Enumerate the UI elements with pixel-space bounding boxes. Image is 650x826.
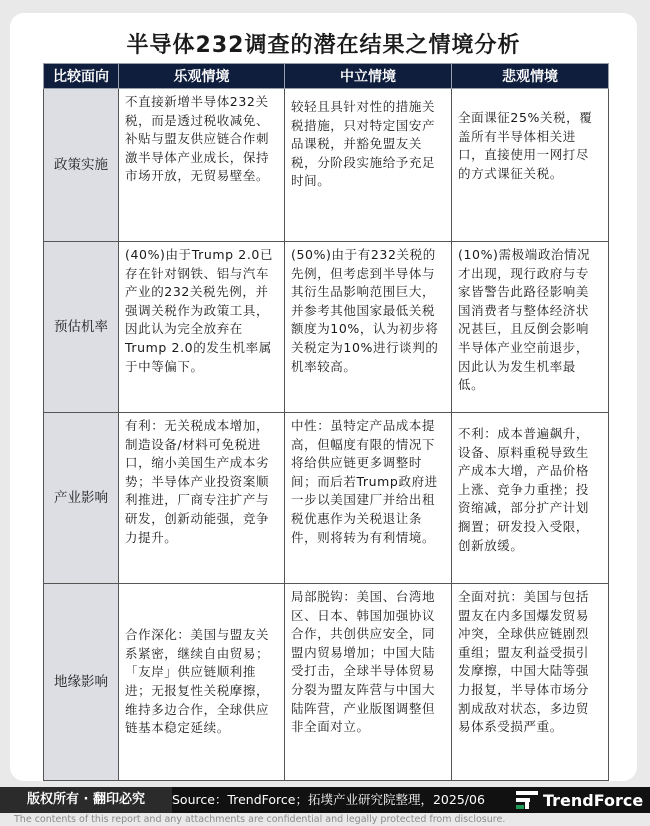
row-label: 预估机率 <box>44 242 119 413</box>
row-label: 地缘影响 <box>44 584 119 781</box>
table-row <box>44 413 609 584</box>
table-header-row <box>44 64 609 89</box>
brand-name: TrendForce <box>543 790 644 810</box>
optimistic-cell: 有利：无关税成本增加，制造设备/材料可免税进口，缩小美国生产成本劣势；半导体产业投资案顺利推进，厂商专注扩产与研发，创新动能强，竞争力提升。 <box>119 413 285 584</box>
optimistic-cell: 不直接新增半导体232关税，而是透过税收减免、补贴与盟友供应链合作刺激半导体产业成长，保持市场开放，无贸易壁垒。 <box>119 89 285 242</box>
header-pessimistic: 悲观情境 <box>452 64 609 89</box>
pessimistic-cell: 全面对抗：美国与包括盟友在内多国爆发贸易冲突，全球供应链剧烈重组；盟友利益受损引发摩擦，中国大陆等强力报复，半导体市场分割成敌对状态，多边贸易体系受损严重。 <box>452 584 609 781</box>
optimistic-cell: (40%)由于Trump 2.0已存在针对钢铁、铝与汽车产业的232关税先例，并强调关税作为政策工具，因此认为完全放弃在Trump 2.0的发生机率属于中等偏下。 <box>119 242 285 413</box>
header-optimistic: 乐观情境 <box>119 64 285 89</box>
trendforce-logo-icon <box>516 791 538 809</box>
row-label: 产业影响 <box>44 413 119 584</box>
table-row <box>44 584 609 781</box>
page-title: 半导体232调查的潜在结果之情境分析 <box>126 33 521 58</box>
pessimistic-cell: 全面课征25%关税，覆盖所有半导体相关进口，直接使用一网打尽的方式课征关税。 <box>452 89 609 242</box>
header-aspect: 比较面向 <box>44 64 119 89</box>
disclaimer: The contents of this report and any attachments are confidential and legally protected from disclosure. <box>14 814 506 825</box>
table-row <box>44 89 609 242</box>
scenario-table <box>43 63 609 781</box>
neutral-cell: 较轻且具针对性的措施关税措施，只对特定国安产品课税，并豁免盟友关税，分阶段实施给予充足时间。 <box>285 89 452 242</box>
source-label: Source：TrendForce；拓墣产业研究院整理，2025/06 <box>172 792 485 807</box>
table-row <box>44 242 609 413</box>
pessimistic-cell: (10%)需极端政治情况才出现，现行政府与专家皆警告此路径影响美国消费者与整体经济状况甚巨，且反倒会影响半导体产业空前退步，因此认为发生机率最低。 <box>452 242 609 413</box>
copyright-label: 版权所有 · 翻印必究 <box>0 787 172 813</box>
optimistic-cell: 合作深化：美国与盟友关系紧密，继续自由贸易；「友岸」供应链顺利推进；无报复性关税摩擦，维持多边合作，全球供应链基本稳定延续。 <box>119 584 285 781</box>
neutral-cell: 中性：虽特定产品成本提高，但幅度有限的情况下将给供应链更多调整时间；而后若Trump政府进一步以美国建厂并给出租税优惠作为关税退让条件，则将转为有利情境。 <box>285 413 452 584</box>
row-label: 政策实施 <box>44 89 119 242</box>
neutral-cell: 局部脱钩：美国、台湾地区、日本、韩国加强协议合作，共创供应安全，同盟内贸易增加；中国大陆受打击，全球半导体贸易分裂为盟友阵营与中国大陆阵营，产业版图调整但非全面对立。 <box>285 584 452 781</box>
neutral-cell: (50%)由于有232关税的先例，但考虑到半导体与其衍生品影响范围巨大，并参考其他国家最低关税额度为10%，认为初步将关税定为10%进行谈判的机率较高。 <box>285 242 452 413</box>
pessimistic-cell: 不利：成本普遍飙升，设备、原料重税导致生产成本大增，产品价格上涨、竞争力重挫；投资缩减，部分扩产计划搁置；研发投入受限，创新放缓。 <box>452 413 609 584</box>
header-neutral: 中立情境 <box>285 64 452 89</box>
trendforce-logo <box>516 787 643 813</box>
